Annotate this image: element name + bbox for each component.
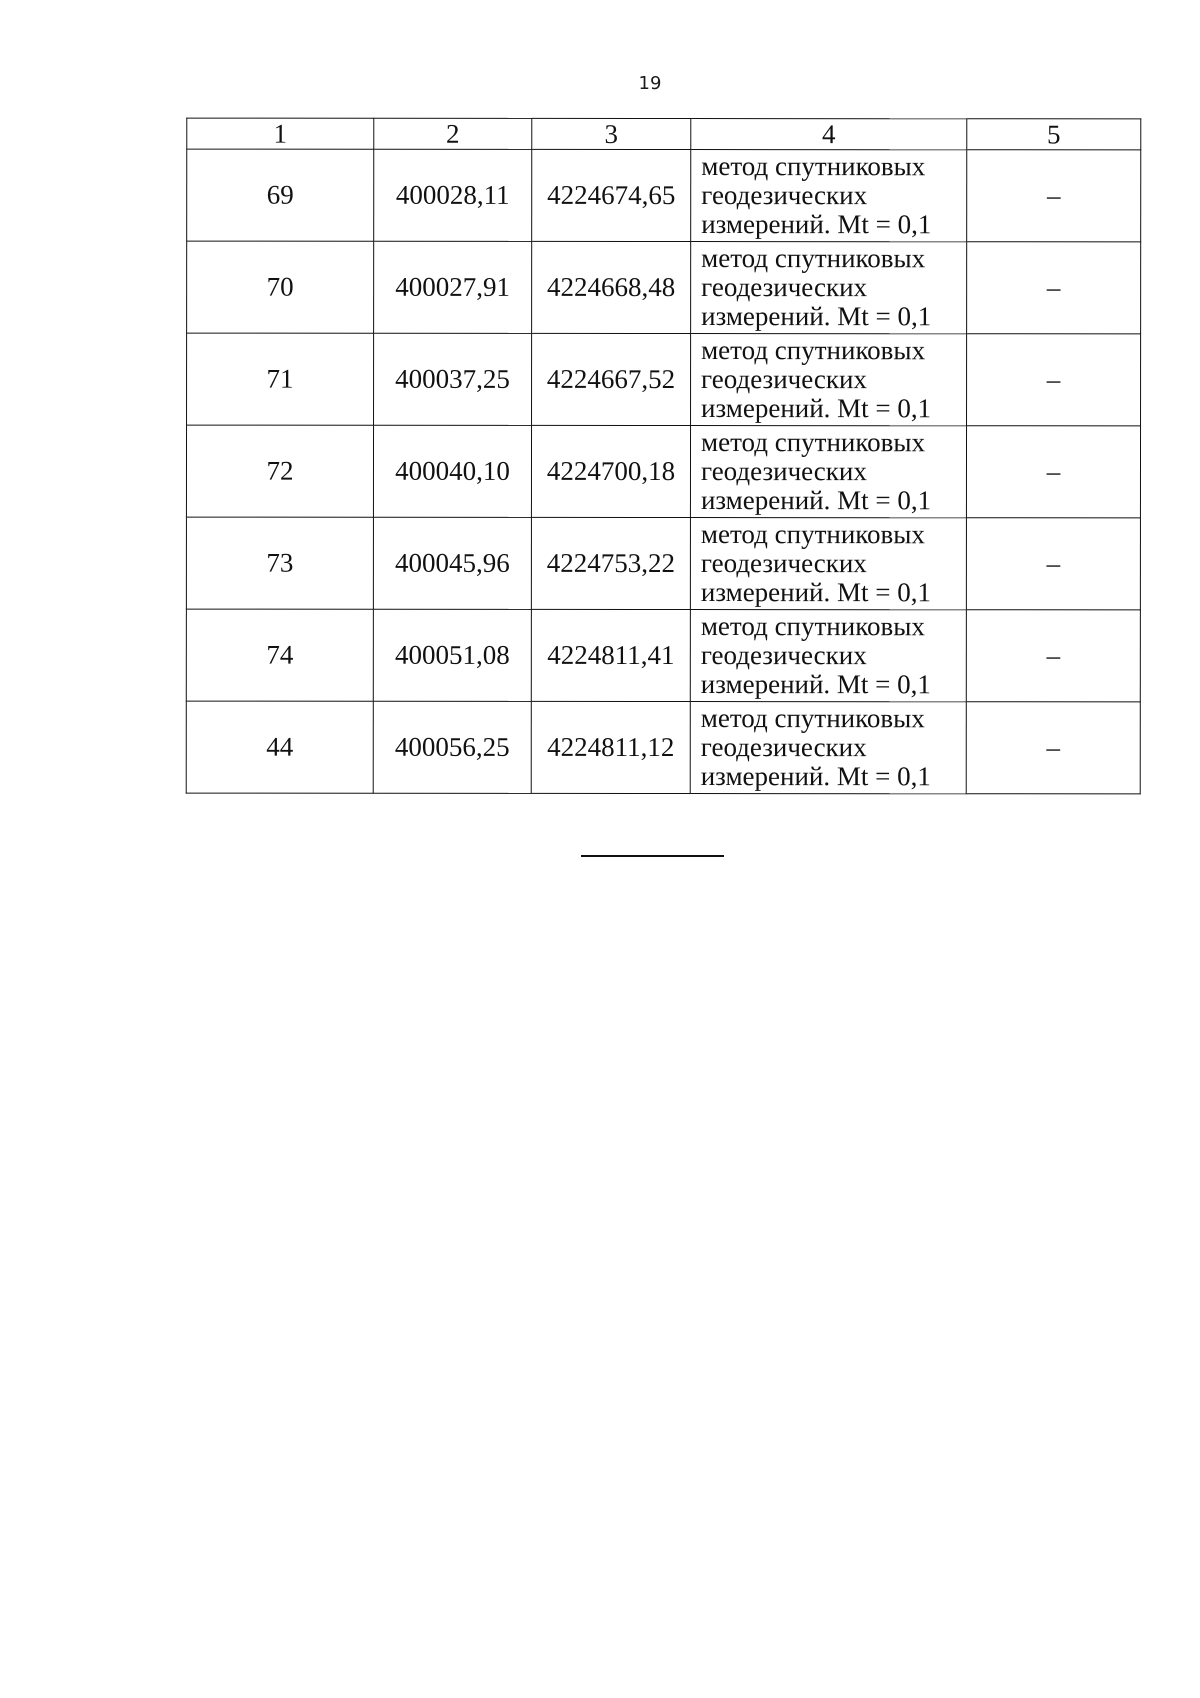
method-line: измерений. Mt = 0,1 xyxy=(700,669,931,700)
note-cell: – xyxy=(967,242,1141,334)
table-row xyxy=(187,149,1141,242)
table-header-row xyxy=(187,118,1141,150)
table-row xyxy=(187,241,1141,334)
method-line: измерений. Mt = 0,1 xyxy=(700,577,932,608)
table-row xyxy=(186,701,1140,794)
note-cell: – xyxy=(966,518,1140,610)
method-cell xyxy=(690,610,966,702)
point-number-cell: 72 xyxy=(186,425,373,517)
method-line: измерений. Mt = 0,1 xyxy=(700,761,931,792)
note-cell: – xyxy=(966,702,1140,794)
point-number-cell: 44 xyxy=(186,701,373,793)
y-coordinate-cell: 4224811,12 xyxy=(531,701,690,793)
column-header-2: 2 xyxy=(374,118,532,149)
method-line: измерений. Mt = 0,1 xyxy=(701,209,932,240)
column-header-5: 5 xyxy=(967,119,1141,150)
method-line: измерений. Mt = 0,1 xyxy=(701,393,932,424)
method-cell xyxy=(691,334,967,426)
method-line: метод спутниковых xyxy=(701,335,926,366)
method-line: метод спутниковых xyxy=(701,151,926,182)
table-row xyxy=(187,333,1141,426)
point-number-cell: 70 xyxy=(187,241,374,333)
method-line: метод спутниковых xyxy=(700,519,925,550)
table-row xyxy=(186,609,1140,702)
column-header-1: 1 xyxy=(187,118,374,149)
method-line: метод спутниковых xyxy=(701,243,926,274)
method-line: геодезических xyxy=(700,640,867,671)
method-line: геодезических xyxy=(701,180,868,211)
method-cell xyxy=(691,242,967,334)
method-line: геодезических xyxy=(700,732,867,763)
method-line: метод спутниковых xyxy=(700,427,926,458)
x-coordinate-cell: 400037,25 xyxy=(374,333,532,425)
page-number: 19 xyxy=(638,73,662,94)
method-cell xyxy=(690,702,966,794)
table-row xyxy=(186,517,1140,610)
method-cell xyxy=(690,518,966,610)
method-line: метод спутниковых xyxy=(700,611,925,642)
y-coordinate-cell: 4224811,41 xyxy=(531,609,690,701)
end-of-document-rule xyxy=(581,855,724,857)
method-line: геодезических xyxy=(700,456,867,487)
y-coordinate-cell: 4224700,18 xyxy=(531,425,690,517)
x-coordinate-cell: 400045,96 xyxy=(373,517,531,609)
point-number-cell: 74 xyxy=(186,609,373,701)
method-line: геодезических xyxy=(701,272,868,303)
y-coordinate-cell: 4224668,48 xyxy=(532,241,691,333)
note-cell: – xyxy=(966,610,1140,702)
x-coordinate-cell: 400040,10 xyxy=(373,425,531,517)
point-number-cell: 69 xyxy=(187,149,374,241)
note-cell: – xyxy=(967,334,1141,426)
method-cell xyxy=(691,150,967,242)
point-number-cell: 71 xyxy=(187,333,374,425)
y-coordinate-cell: 4224674,65 xyxy=(532,149,691,241)
coordinates-table xyxy=(186,118,1142,795)
y-coordinate-cell: 4224753,22 xyxy=(531,517,690,609)
method-line: геодезических xyxy=(701,364,867,395)
note-cell: – xyxy=(967,150,1141,242)
method-line: геодезических xyxy=(700,548,867,579)
x-coordinate-cell: 400051,08 xyxy=(373,609,531,701)
method-line: метод спутниковых xyxy=(700,703,925,734)
x-coordinate-cell: 400028,11 xyxy=(374,149,532,241)
note-cell: – xyxy=(966,426,1140,518)
x-coordinate-cell: 400027,91 xyxy=(374,241,532,333)
y-coordinate-cell: 4224667,52 xyxy=(532,333,691,425)
method-cell xyxy=(690,426,966,518)
x-coordinate-cell: 400056,25 xyxy=(373,701,531,793)
table-row xyxy=(186,425,1140,518)
column-header-3: 3 xyxy=(532,118,691,149)
column-header-4: 4 xyxy=(691,119,967,150)
method-line: измерений. Mt = 0,1 xyxy=(701,301,932,332)
point-number-cell: 73 xyxy=(186,517,373,609)
method-line: измерений. Mt = 0,1 xyxy=(700,485,932,516)
